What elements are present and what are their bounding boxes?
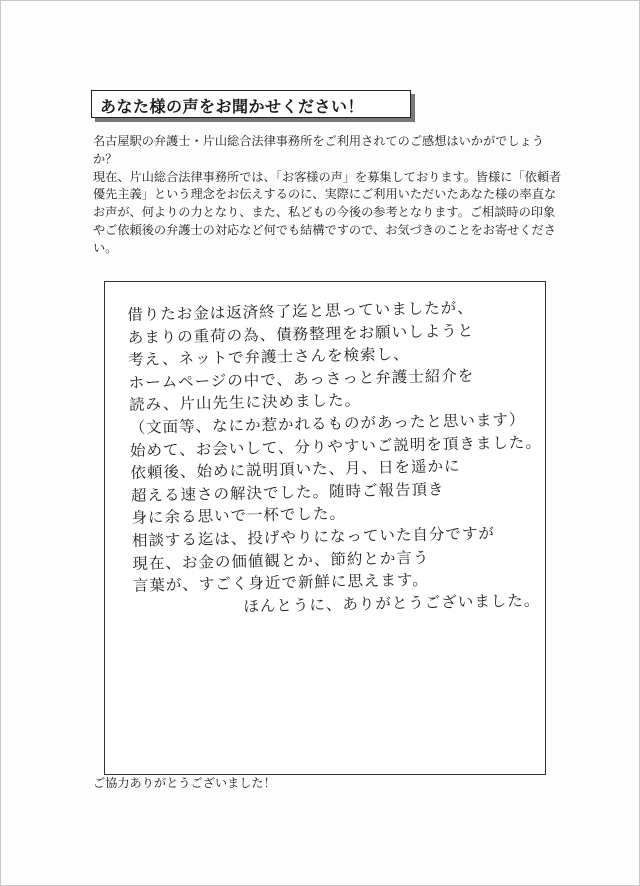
handwritten-line: 始めて、お会いして、分りやすいご説明を頂きました。 [129,432,543,460]
thanks-message: ご協力ありがとうございました！ [93,776,276,790]
handwritten-line: 依頼後、始めに説明頂いた、月、日を遥かに [130,457,461,483]
handwritten-line: 相談する迄は、投げやりになっていた自分ですが [131,524,496,550]
handwritten-line: 現在、お金の価値観とか、節約とか言う [132,548,430,573]
handwritten-comment [127,295,544,620]
handwritten-line: 借りたお金は返済終了迄と思っていましたが、 [127,298,474,324]
page-title: あなた様の声をお聞かせください！ [100,97,365,116]
handwritten-line: 考え、ネットで弁護士さんを検索し、 [127,345,410,370]
title-box [91,90,411,118]
intro-paragraph-2: 現在、片山総合法律事務所では、「お客様の声」を募集しております。皆様に「依頼者優先主義」という理念をお伝えするのに、実際にご利用いただいたあなた様の率直なお声が、何よりの力となり、また、私どもの今後の参考となります。ご相談時の印象やご依頼後の弁護士の対応など何でも結構ですので、お気づきのことをお寄せください。 [93,169,562,255]
intro-text [93,133,563,258]
handwritten-line: 身に余る思いで一杯でした。 [131,504,347,528]
handwritten-line: あまりの重荷の為、債務整理をお願いしようと [127,321,475,347]
handwritten-line: 超える速さの解決でした。随時ご報告頂き [130,480,445,505]
handwritten-line: ほんとうに、ありがとうございました。 [243,591,541,616]
handwritten-line: 読み、片山先生に決めました。 [128,391,362,415]
handwritten-line: 言葉が、すごく身近で新鮮に思えます。 [132,570,429,596]
handwritten-line: （文面等、なにか惹かれるものがあったと思います） [129,410,526,437]
comment-box [104,281,546,775]
handwritten-line: ホームページの中で、あっさっと弁護士紹介を [128,366,475,392]
intro-paragraph-1: 名古屋駅の弁護士・片山総合法律事務所をご利用されてのご感想はいかがでしょうか？ [93,134,544,166]
